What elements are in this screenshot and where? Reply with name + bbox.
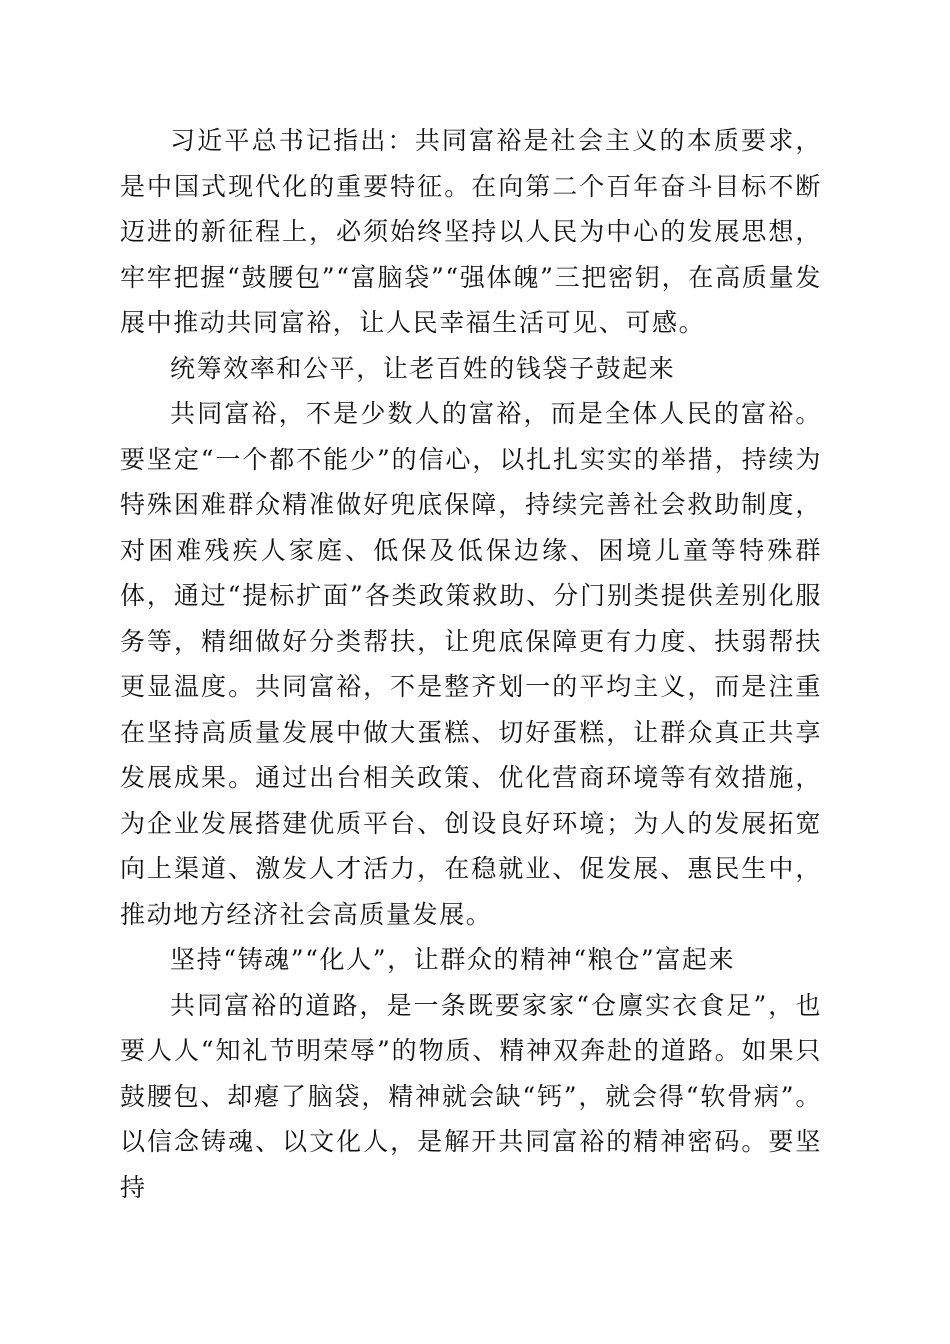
section-heading-wallet: 统筹效率和公平，让老百姓的钱袋子鼓起来: [170, 353, 676, 383]
section-heading-spirit: 坚持“铸魂”“化人”，让群众的精神“粮仓”富起来: [170, 945, 736, 974]
intro-paragraph: 习近平总书记指出：共同富裕是社会主义的本质要求，是中国式现代化的重要特征。在向第二个百年奋斗目标不断迈进的新征程上，必须始终坚持以人民为中心的发展思想，牢牢把握“鼓腰包”“富脑袋”“强体魄”三把密钥，在高质量发展中推动共同富裕，让人民幸福生活可见、可感。: [120, 126, 822, 337]
document-page: [120, 118, 822, 1210]
body-paragraph-spirit: 共同富裕的道路，是一条既要家家“仓廪实衣食足”，也要人人“知礼节明荣辱”的物质、精神双奔赴的道路。如果只鼓腰包、却瘪了脑袋，精神就会缺“钙”，就会得“软骨病”。以信念铸魂、以文化人，是解开共同富裕的精神密码。要坚持: [120, 990, 822, 1202]
body-paragraph-wallet: 共同富裕，不是少数人的富裕，而是全体人民的富裕。要坚定“一个都不能少”的信心，以扎扎实实的举措，持续为特殊困难群众精准做好兜底保障，持续完善社会救助制度，对困难残疾人家庭、低保及低保边缘、困境儿童等特殊群体，通过“提标扩面”各类政策救助、分门别类提供差别化服务等，精细做好分类帮扶，让兜底保障更有力度、扶弱帮扶更显温度。共同富裕，不是整齐划一的平均主义，而是注重在坚持高质量发展中做大蛋糕、切好蛋糕，让群众真正共享发展成果。通过出台相关政策、优化营商环境等有效措施，为企业发展搭建优质平台、创设良好环境；为人的发展拓宽向上渠道、激发人才活力，在稳就业、促发展、惠民生中，推动地方经济社会高质量发展。: [120, 399, 822, 929]
